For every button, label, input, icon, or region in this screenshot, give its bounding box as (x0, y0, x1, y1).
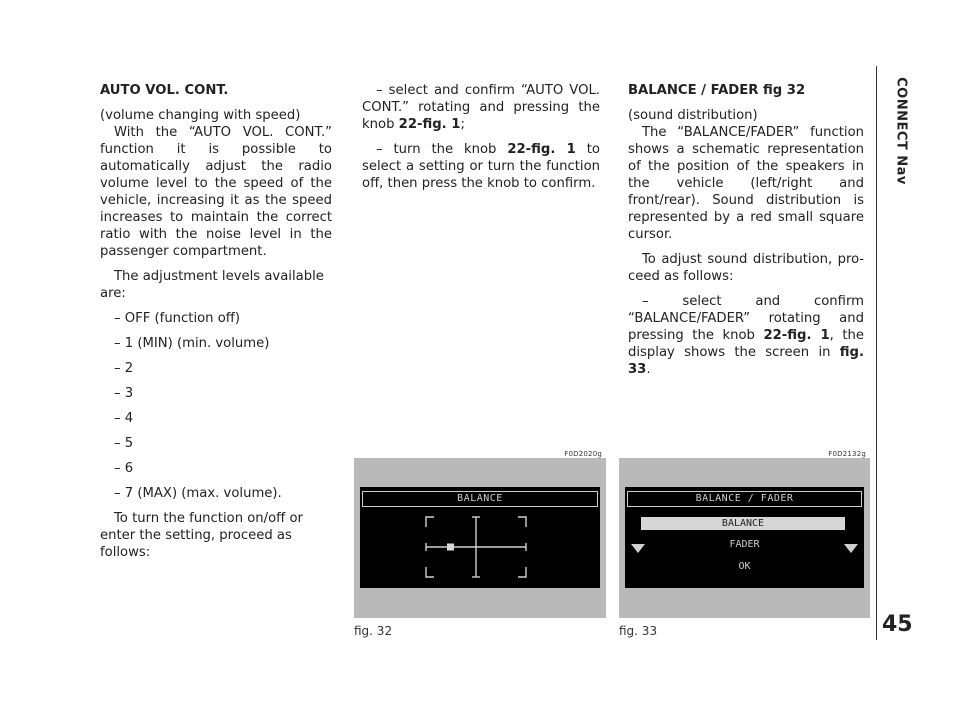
level-item: – 1 (MIN) (min. volume) (114, 336, 270, 351)
margin-rule (876, 66, 877, 640)
chapter-label: CONNECT Nav (893, 77, 909, 185)
column-steps (362, 82, 600, 200)
para-proceed: To turn the function on/off or enter the setting, proceed as follows: (100, 511, 303, 560)
level-item: – 5 (114, 436, 134, 451)
corner-top-right (518, 517, 526, 527)
figure-code: F0D2132g (828, 450, 866, 458)
corner-bottom-left (426, 567, 434, 577)
arrow-left-icon (631, 544, 645, 554)
corner-top-left (426, 517, 434, 527)
level-item: – 2 (114, 361, 134, 376)
subheading-balance-fader: (sound distribution) (628, 108, 758, 123)
step-select-auto-vol: – select and confirm “AUTO VOL. CONT.” rotating and pressing the knob 22-fig. 1; (362, 83, 600, 132)
level-item: – 3 (114, 386, 134, 401)
figure-33 (619, 450, 870, 638)
level-item: – 6 (114, 461, 134, 476)
screen-title-bar: BALANCE (362, 491, 598, 507)
figure-caption: fig. 33 (619, 624, 658, 638)
menu-option-fader: FADER (729, 539, 760, 550)
arrow-right-icon (844, 544, 858, 554)
para-balance-intro: The “BALANCE/FADER” function shows a schematic representation of the position of the speakers in the vehicle (left/right and front/rear). Sound distribution is represented by a red small square cursor. (628, 125, 864, 242)
heading-balance-fader: BALANCE / FADER fig 32 (628, 83, 806, 98)
level-item: – 4 (114, 411, 134, 426)
column-auto-vol (100, 82, 332, 569)
page-number: 45 (882, 612, 913, 637)
screen-title-bar: BALANCE / FADER (627, 491, 862, 507)
para-balance-proceed: To adjust sound distribution, proceed as follows: (628, 252, 864, 284)
step-turn-knob: – turn the knob 22-fig. 1 to select a setting or turn the function off, then press the knob to confirm. (362, 142, 600, 191)
figure-caption: fig. 32 (354, 624, 393, 638)
subheading-auto-vol: (volume changing with speed) (100, 108, 301, 123)
display-screen-balance-fader (625, 487, 864, 588)
para-levels-intro: The adjustment levels available are: (100, 269, 324, 301)
figure-code: F0D2020g (564, 450, 602, 458)
balance-diagram (360, 487, 600, 588)
column-balance-fader (628, 82, 864, 386)
display-screen-balance (360, 487, 600, 588)
corner-bottom-right (518, 567, 526, 577)
step-select-balance: – select and confirm “BALANCE/FADER” rotating and pressing the knob 22-fig. 1, the display shows the screen in fig. 33. (628, 294, 864, 377)
heading-auto-vol: AUTO VOL. CONT. (100, 83, 229, 98)
figure-32 (354, 450, 606, 638)
level-item: – OFF (function off) (114, 311, 241, 326)
balance-cursor (447, 544, 454, 551)
menu-option-ok: OK (738, 561, 751, 572)
level-item: – 7 (MAX) (max. volume). (114, 486, 282, 501)
menu-option-balance: BALANCE (641, 517, 845, 530)
para-auto-vol-intro: With the “AUTO VOL. CONT.” function it is possible to automatically adjust the radio volume level to the speed of the vehicle, increasing it as the speed increases to maintain the correct ratio with the noise level in the passenger compartment. (100, 125, 332, 259)
